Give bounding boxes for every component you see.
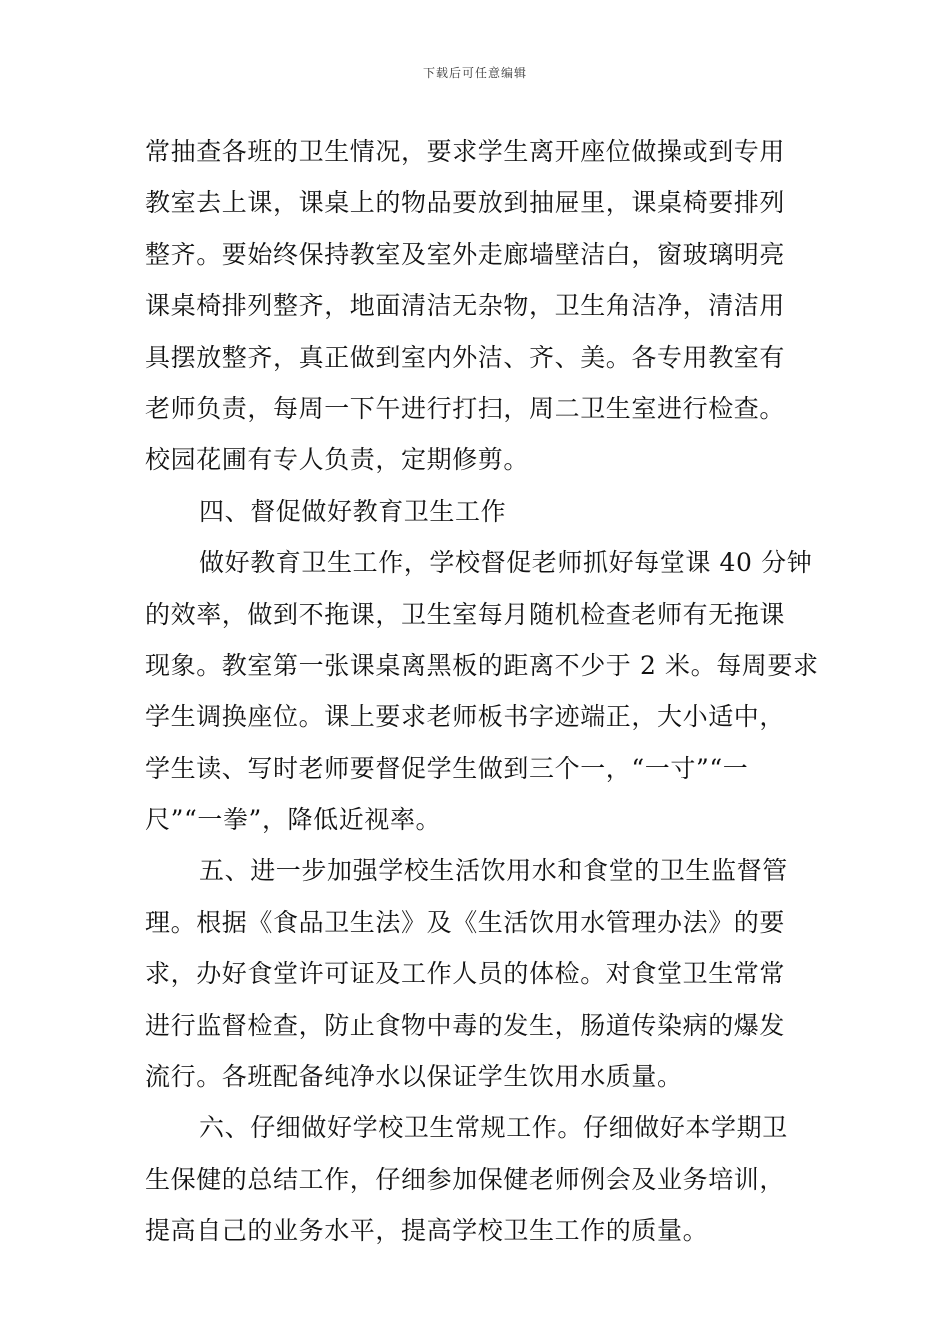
text-line: 提高自己的业务水平，提高学校卫生工作的质量。 <box>145 1216 709 1246</box>
page-header: 下载后可任意编辑 <box>422 66 527 80</box>
text-line: 的效率，做到不拖课，卫生室每月随机检查老师有无拖课 <box>145 599 786 629</box>
section-heading: 四、督促做好教育卫生工作 <box>199 496 507 526</box>
text-line: 生保健的总结工作，仔细参加保健老师例会及业务培训， <box>145 1164 786 1194</box>
text-line: 常抽查各班的卫生情况，要求学生离开座位做操或到专用 <box>145 137 786 166</box>
text-line: 校园花圃有专人负责，定期修剪。 <box>145 445 530 475</box>
section-paragraph-start: 五、进一步加强学校生活饮用水和食堂的卫生监督管 <box>199 856 788 886</box>
text-line: 做好教育卫生工作，学校督促老师抓好每堂课 40 分钟 <box>199 548 813 578</box>
text-line: 进行监督检查，防止食物中毒的发生，肠道传染病的爆发 <box>145 1010 786 1040</box>
text-line: 尺”“一拳”，降低近视率。 <box>145 805 442 835</box>
text-line: 学生读、写时老师要督促学生做到三个一，“一寸”“一 <box>145 753 749 783</box>
text-line: 现象。教室第一张课桌离黑板的距离不少于 2 米。每周要求 <box>145 650 819 680</box>
text-line: 求，办好食堂许可证及工作人员的体检。对食堂卫生常常 <box>145 959 786 989</box>
text-line: 课桌椅排列整齐，地面清洁无杂物，卫生角洁净，清洁用 <box>145 291 786 321</box>
text-line: 教室去上课，课桌上的物品要放到抽屉里，课桌椅要排列 <box>145 188 786 218</box>
text-line: 具摆放整齐，真正做到室内外洁、齐、美。各专用教室有 <box>145 342 786 372</box>
text-line: 流行。各班配备纯净水以保证学生饮用水质量。 <box>145 1062 683 1092</box>
section-paragraph-start: 六、仔细做好学校卫生常规工作。仔细做好本学期卫 <box>199 1113 788 1143</box>
text-line: 整齐。要始终保持教室及室外走廊墙壁洁白，窗玻璃明亮 <box>145 239 786 269</box>
document-body <box>145 126 819 1257</box>
text-line: 老师负责，每周一下午进行打扫，周二卫生室进行检查。 <box>145 393 786 423</box>
text-line: 学生调换座位。课上要求老师板书字迹端正，大小适中， <box>145 702 786 732</box>
text-line: 理。根据《食品卫生法》及《生活饮用水管理办法》的要 <box>145 907 786 937</box>
